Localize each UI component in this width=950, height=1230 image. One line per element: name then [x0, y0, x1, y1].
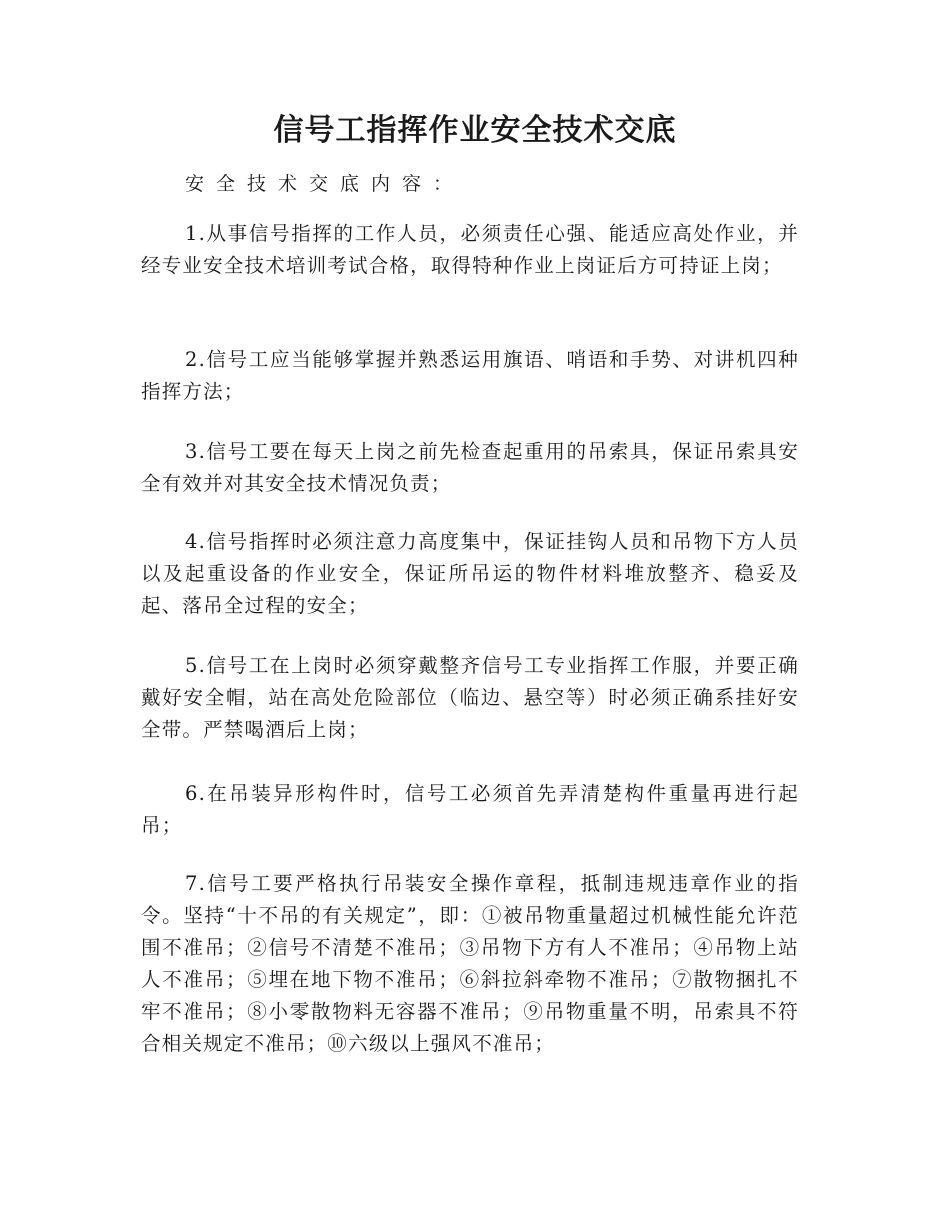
paragraph-4: 4.信号指挥时必须注意力高度集中，保证挂钩人员和吊物下方人员以及起重设备的作业安全，保证所吊运的物件材料堆放整齐、稳妥及起、落吊全过程的安全； [141, 530, 799, 617]
document-title: 信号工指挥作业安全技术交底 [273, 113, 677, 148]
paragraph-2: 2.信号工应当能够掌握并熟悉运用旗语、哨语和手势、对讲机四种指挥方法； [141, 348, 799, 403]
paragraph-3: 3.信号工要在每天上岗之前先检查起重用的吊索具，保证吊索具安全有效并对其安全技术情况负责； [141, 440, 799, 495]
paragraph-6: 6.在吊装异形构件时，信号工必须首先弄清楚构件重量再进行起吊； [141, 782, 799, 837]
paragraph-5: 5.信号工在上岗时必须穿戴整齐信号工专业指挥工作服，并要正确戴好安全帽，站在高处危险部位（临边、悬空等）时必须正确系挂好安全带。严禁喝酒后上岗； [141, 654, 799, 741]
paragraph-7: 7.信号工要严格执行吊装安全操作章程，抵制违规违章作业的指令。坚持“十不吊的有关规定”，即：①被吊物重量超过机械性能允许范围不准吊；②信号不清楚不准吊；③吊物下方有人不准吊；④吊物上站人不准吊；⑤埋在地下物不准吊；⑥斜拉斜牵物不准吊；⑦散物捆扎不牢不准吊；⑧小零散物料无容器不准吊；⑨吊物重量不明，吊索具不符合相关规定不准吊；⑩六级以上强风不准吊； [141, 872, 799, 1055]
document-subtitle: 安全技术交底内容： [185, 173, 465, 195]
paragraph-1: 1.从事信号指挥的工作人员，必须责任心强、能适应高处作业，并经专业安全技术培训考试合格，取得特种作业上岗证后方可持证上岗； [141, 222, 799, 277]
